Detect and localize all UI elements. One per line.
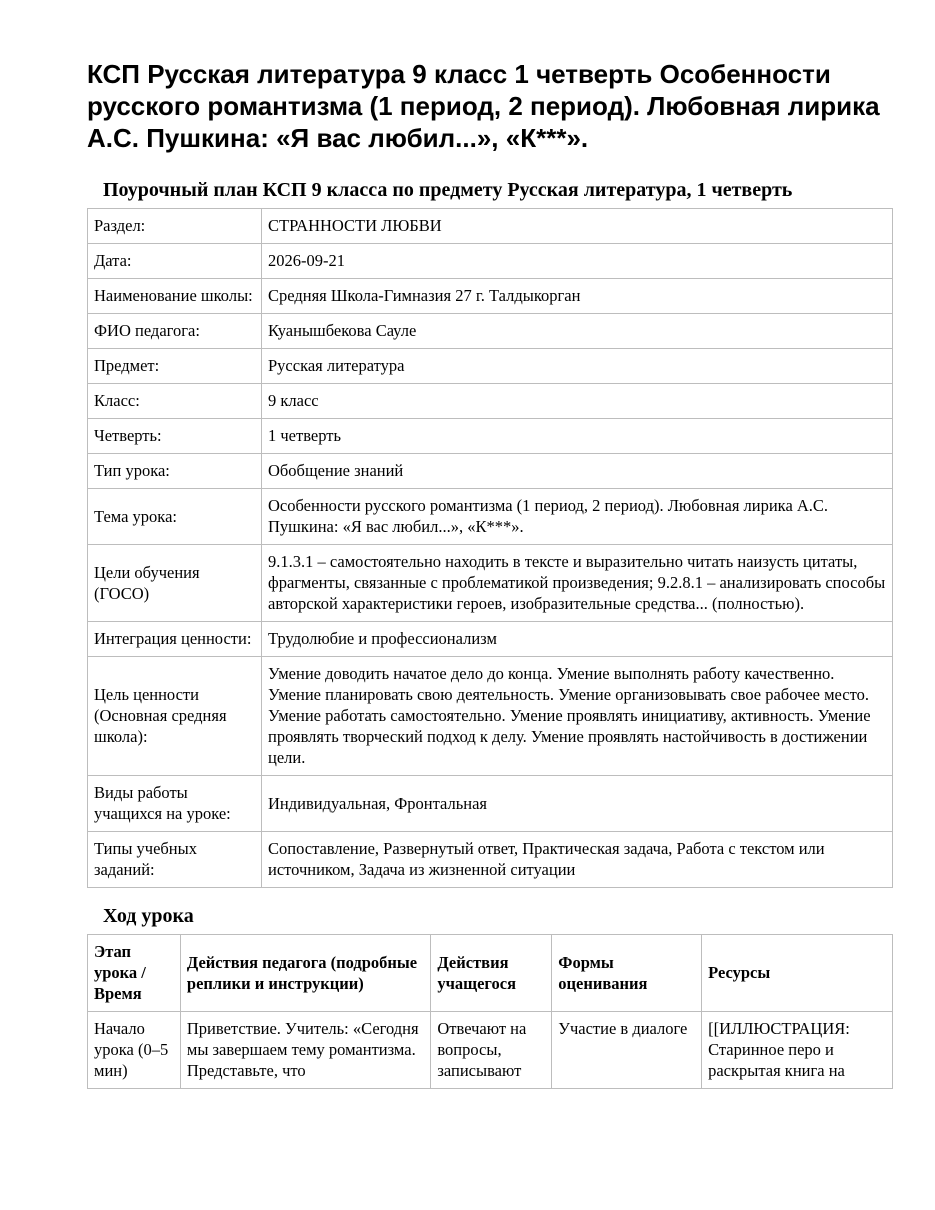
steps-row [88,1012,893,1089]
steps-header-row [88,935,893,1012]
info-row [88,489,893,545]
info-value: 9 класс [262,384,893,419]
info-value: Средняя Школа-Гимназия 27 г. Талдыкорган [262,279,893,314]
info-label: Виды работы учащихся на уроке: [88,776,262,832]
info-value: Трудолюбие и профессионализм [262,622,893,657]
info-row [88,209,893,244]
info-row [88,314,893,349]
progress-title: Ход урока [103,905,194,927]
info-value: Индивидуальная, Фронтальная [262,776,893,832]
info-label: Раздел: [88,209,262,244]
info-value: СТРАННОСТИ ЛЮБВИ [262,209,893,244]
info-value: Умение доводить начатое дело до конца. Умение выполнять работу качественно. Умение планировать свою деятельность. Умение организовывать свое рабочее место. Умение работать самостоятельно. Умение проявлять инициативу, активность. Умение проявлять творческий подход к делу. Умение проявлять настойчивость в достижении цели. [262,657,893,776]
info-label: Наименование школы: [88,279,262,314]
info-label: Цели обучения (ГОСО) [88,545,262,622]
info-value: 2026-09-21 [262,244,893,279]
info-label: Интеграция ценности: [88,622,262,657]
info-value: 9.1.3.1 – самостоятельно находить в тексте и выразительно читать наизусть цитаты, фрагменты, связанные с проблематикой произведения; 9.2.8.1 – анализировать способы авторской характеристики героев, изобразительные средства... (полностью). [262,545,893,622]
info-row [88,454,893,489]
steps-cell: Участие в диалоге [552,1012,702,1089]
steps-header-cell: Действия педагога (подробные реплики и инструкции) [180,935,430,1012]
steps-cell: [[ИЛЛЮСТРАЦИЯ: Старинное перо и раскрытая книга на [702,1012,893,1089]
info-value: Сопоставление, Развернутый ответ, Практическая задача, Работа с текстом или источником, Задача из жизненной ситуации [262,832,893,888]
steps-cell: Отвечают на вопросы, записывают [431,1012,552,1089]
info-label: Дата: [88,244,262,279]
lesson-info-table [87,208,893,888]
lesson-steps-table [87,934,893,1089]
info-row [88,622,893,657]
info-row [88,657,893,776]
info-row [88,279,893,314]
plan-title: Поурочный план КСП 9 класса по предмету Русская литература, 1 четверть [103,179,793,201]
info-value: Особенности русского романтизма (1 период, 2 период). Любовная лирика А.С. Пушкина: «Я вас любил...», «К***». [262,489,893,545]
info-value: Обобщение знаний [262,454,893,489]
steps-header-cell: Ресурсы [702,935,893,1012]
info-row [88,545,893,622]
info-row [88,832,893,888]
steps-cell: Приветствие. Учитель: «Сегодня мы завершаем тему романтизма. Представьте, что [180,1012,430,1089]
info-row [88,244,893,279]
steps-header-cell: Действия учащегося [431,935,552,1012]
info-value: Куанышбекова Сауле [262,314,893,349]
info-row [88,419,893,454]
steps-header-cell: Этап урока / Время [88,935,181,1012]
info-row [88,384,893,419]
info-label: Предмет: [88,349,262,384]
info-value: 1 четверть [262,419,893,454]
info-label: Цель ценности (Основная средняя школа): [88,657,262,776]
document-page [87,58,893,1089]
steps-cell: Начало урока (0–5 мин) [88,1012,181,1089]
info-label: Четверть: [88,419,262,454]
info-row [88,776,893,832]
info-label: ФИО педагога: [88,314,262,349]
info-label: Класс: [88,384,262,419]
info-value: Русская литература [262,349,893,384]
info-label: Тема урока: [88,489,262,545]
info-row [88,349,893,384]
document-title: КСП Русская литература 9 класс 1 четверть Особенности русского романтизма (1 период, 2 период). Любовная лирика А.С. Пушкина: «Я вас любил...», «К***». [87,59,880,153]
info-label: Типы учебных заданий: [88,832,262,888]
steps-header-cell: Формы оценивания [552,935,702,1012]
info-label: Тип урока: [88,454,262,489]
